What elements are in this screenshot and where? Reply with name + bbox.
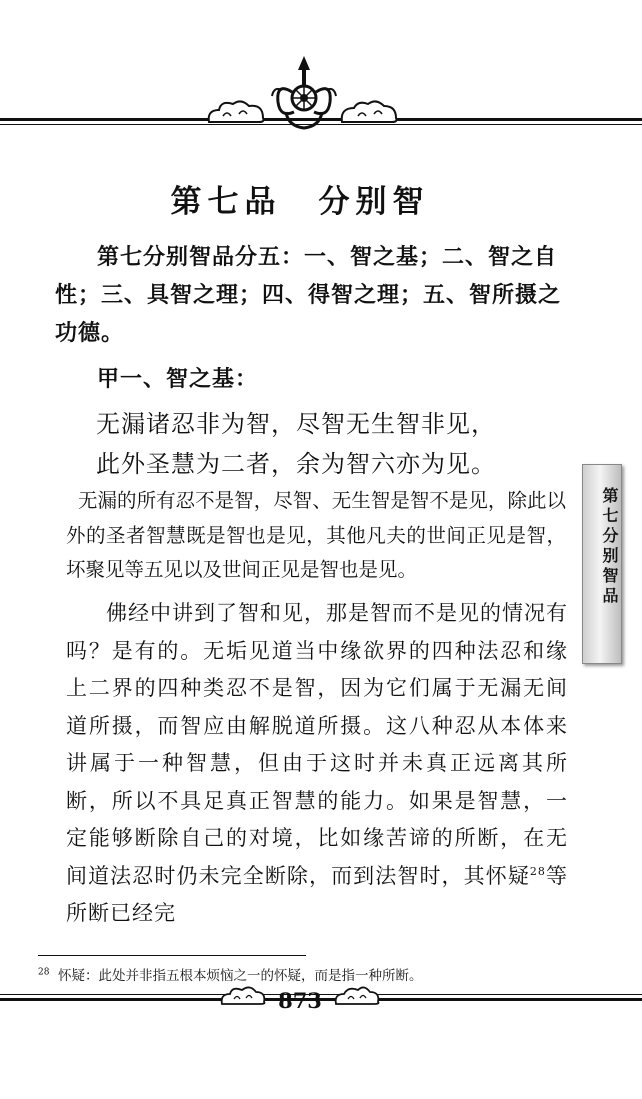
chapter-title: 第七品 分别智 [170,184,430,220]
footnote [38,964,423,984]
paragraph-explanation [66,595,568,933]
footnote-divider [38,955,306,956]
paragraph-explanation-text: 佛经中讲到了智和见，那是智而不是见的情况有吗？是有的。无垢见道当中缘欲界的四种法忍和缘上二界的四种类忍不是智，因为它们属于无漏无间道所摄，而智应由解脱道所摄。这八种忍从本体来讲属于一种智慧，但由于这时并未真正远离其所断，所以不具足真正智慧的能力。如果是智慧，一定能够断除自己的对境，比如缘苦谛的所断，在无间道法忍时仍未完全断除，而到法智时，其怀疑 [66,601,568,888]
chapter-side-tab[interactable] [582,464,622,664]
page-number: 873 [278,988,322,1013]
verse-line-2: 此外圣慧为二者，余为智六亦为见。 [96,450,496,478]
footnote-text: 怀疑：此处并非指五根本烦恼之一的怀疑，而是指一种所断。 [58,968,423,984]
footnote-reference[interactable]: 28 [529,864,546,878]
paragraph-commentary-text: 无漏的所有忍不是智，尽智、无生智是智不是见，除此以外的圣者智慧既是智也是见，其他凡夫的世间正见是智，坏聚见等五见以及世间正见是智也是见。 [66,489,566,581]
chapter-outline-text: 第七分别智品分五：一、智之基；二、智之自性；三、具智之理；四、得智之理；五、智所摄之功德。 [55,244,562,346]
section-heading [97,360,612,398]
paragraph-explanation-continuation: 等所断已经完 [66,863,569,925]
chapter-outline [55,238,570,352]
section-heading-text: 甲一、智之基： [97,366,259,392]
verse-line-1: 无漏诸忍非为智，尽智无生智非见， [96,410,496,438]
dharma-emblem-icon [258,52,350,132]
footnote-number: 28 [38,967,50,978]
chapter-side-tab-label: 第七分别智品 [600,487,619,607]
paragraph-commentary [66,484,566,588]
